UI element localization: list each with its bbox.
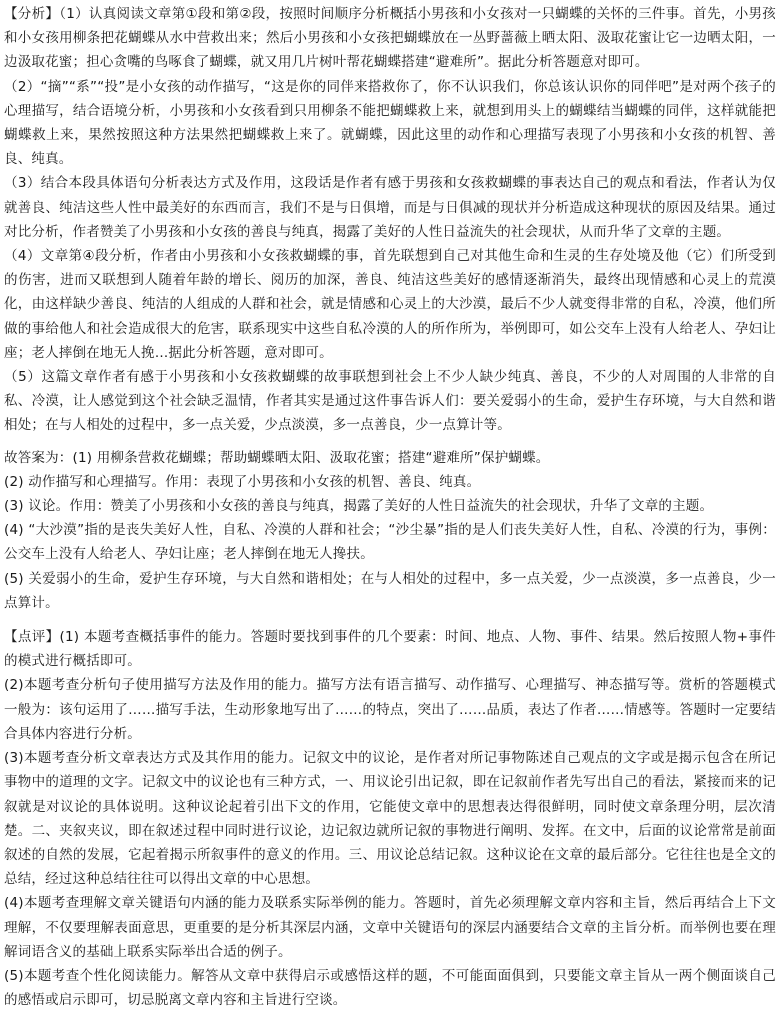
analysis-section <box>4 2 776 438</box>
analysis-paragraph-4: （4）文章第④段分析，作者由小男孩和小女孩救蝴蝶的事，首先联想到自己对其他生命和生灵的生存处境及他（它）们所受到的伤害，进而又联想到人随着年龄的增长、阅历的加深，善良、纯洁这些美好的感情逐渐消失，最终出现情感和心灵上的荒漠化，由这样缺少善良、纯洁的人组成的人群和社会，就是情感和心灵上的大沙漠，最后不少人就变得非常的自私，冷漠，他们所做的事给他人和社会造成很大的危害，联系现实中这些自私冷漠的人的所作所为，举例即可，如公交车上没有人给老人、孕妇让座；老人摔倒在地无人挽…据此分析答题，意对即可。 <box>4 248 776 361</box>
answer-section <box>4 446 776 615</box>
answer-line-3: (3) 议论。作用：赞美了小男孩和小女孩的善良与纯真，揭露了美好的人性日益流失的社会现状，升华了文章的主题。 <box>4 498 714 515</box>
answer-line-5: (5) 关爱弱小的生命，爱护生存环境，与大自然和谐相处；在与人相处的过程中，多一点关爱，少一点淡漠，多一点善良，少一点算计。 <box>4 570 776 611</box>
comment-paragraph-2: (2)本题考查分析句子使用描写方法及作用的能力。描写方法有语言描写、动作描写、心理描写、神态描写等。赏析的答题模式一般为：该句运用了……描写手法，生动形象地写出了……的特点，突出了……品质，表达了作者……情感等。答题时一定要结合具体内容进行分析。 <box>4 677 776 742</box>
section-spacer <box>4 615 776 625</box>
comment-paragraph-5: (5)本题考查个性化阅读能力。解答从文章中获得启示或感悟这样的题，不可能面面俱到，只要能文章主旨从一两个侧面谈自己的感悟或启示即可，切忌脱离文章内容和主旨进行空谈。 <box>4 967 776 1009</box>
section-spacer <box>4 438 776 446</box>
answer-line-2: (2) 动作描写和心理描写。作用：表现了小男孩和小女孩的机智、善良、纯真。 <box>4 473 481 490</box>
comment-section <box>4 625 776 1012</box>
analysis-paragraph-5: （5）这篇文章作者有感于小男孩和小女孩救蝴蝶的故事联想到社会上不少人缺少纯真、善良，不少的人对周围的人非常的自私、冷漠，让人感觉到这个社会缺乏温情，作者其实是通过这件事告诉人们：要关爱弱小的生命，爱护生存环境，与大自然和谐相处；在与人相处的过程中，多一点关爱，少点淡漠，多一点善良，少一点算计等。 <box>4 369 776 434</box>
analysis-paragraph-1: 【分析】（1）认真阅读文章第①段和第②段，按照时间顺序分析概括小男孩和小女孩对一只蝴蝶的关怀的三件事。首先，小男孩和小女孩用柳条把花蝴蝶从水中营救出来；然后小男孩和小女孩把蝴蝶放在一丛野蔷薇上晒太阳、汲取花蜜让它一边晒太阳，一边汲取花蜜；担心贪嘴的鸟啄食了蝴蝶，就又用几片树叶帮花蝴蝶搭建“避难所”。据此分析答题意对即可。 <box>4 6 776 71</box>
answer-line-4: (4) “大沙漠”指的是丧失美好人性，自私、冷漠的人群和社会；“沙尘暴”指的是人们丧失美好人性，自私、冷漠的行为，事例：公交车上没有人给老人、孕妇让座；老人摔倒在地无人搀扶。 <box>4 522 776 563</box>
answer-line-1: 故答案为：(1) 用柳条营救花蝴蝶；帮助蝴蝶晒太阳、汲取花蜜；搭建“避难所”保护蝴蝶。 <box>4 449 550 466</box>
analysis-paragraph-2: （2）“摘”“系”“投”是小女孩的动作描写，“这是你的同伴来搭救你了，你不认识我们，你总该认识你的同伴吧”是对两个孩子的心理描写，结合语境分析，小男孩和小女孩看到只用柳条不能把蝴蝶救上来，就想到用头上的蝴蝶结当蝴蝶的同伴，这样就能把蝴蝶救上来，果然按照这种方法果然把蝴蝶救上来了。就蝴蝶，因此这里的动作和心理描写表现了小男孩和小女孩的机智、善良、纯真。 <box>4 78 776 168</box>
analysis-paragraph-3: （3）结合本段具体语句分析表达方式及作用，这段话是作者有感于男孩和女孩救蝴蝶的事表达自己的观点和看法，作者认为仅就善良、纯洁这些人性中最美好的东西而言，我们不是与日俱增，而是与日俱减的现状并分析造成这种现状的原因及结果。通过对比分析，作者赞美了小男孩和小女孩的善良与纯真，揭露了美好的人性日益流失的社会现状，从而升华了文章的主题。 <box>4 175 776 240</box>
comment-paragraph-3: (3)本题考查分析文章表达方式及其作用的能力。记叙文中的议论，是作者对所记事物陈述自己观点的文字或是揭示包含在所记事物中的道理的文字。记叙文中的议论也有三种方式，一、用议论引出记叙，即在记叙前作者先写出自己的看法，紧接而来的记叙就是对议论的具体说明。这种议论起着引出下文的作用，它能使文章中的思想表达得很鲜明，同时使文章条理分明，层次清楚。二、夹叙夹议，即在叙述过程中同时进行议论，边记叙边就所记叙的事物进行阐明、发挥。在文中，后面的议论常常是前面叙述的自然的发展，它起着揭示所叙事件的意义的作用。三、用议论总结记叙。这种议论在文章的最后部分。它往往也是全文的总结，经过这种总结往往可以得出文章的中心思想。 <box>4 750 776 888</box>
comment-paragraph-4: (4)本题考查理解文章关键语句内涵的能力及联系实际举例的能力。答题时，首先必须理解文章内容和主旨，然后再结合上下文理解，不仅要理解表面意思，更重要的是分析其深层内涵，文章中关键语句的深层内涵要结合文章的主旨分析。而举例也要在理解词语含义的基础上联系实际举出合适的例子。 <box>4 895 776 960</box>
comment-paragraph-1: 【点评】(1) 本题考查概括事件的能力。答题时要找到事件的几个要素：时间、地点、人物、事件、结果。然后按照人物+事件的模式进行概括即可。 <box>4 629 776 670</box>
